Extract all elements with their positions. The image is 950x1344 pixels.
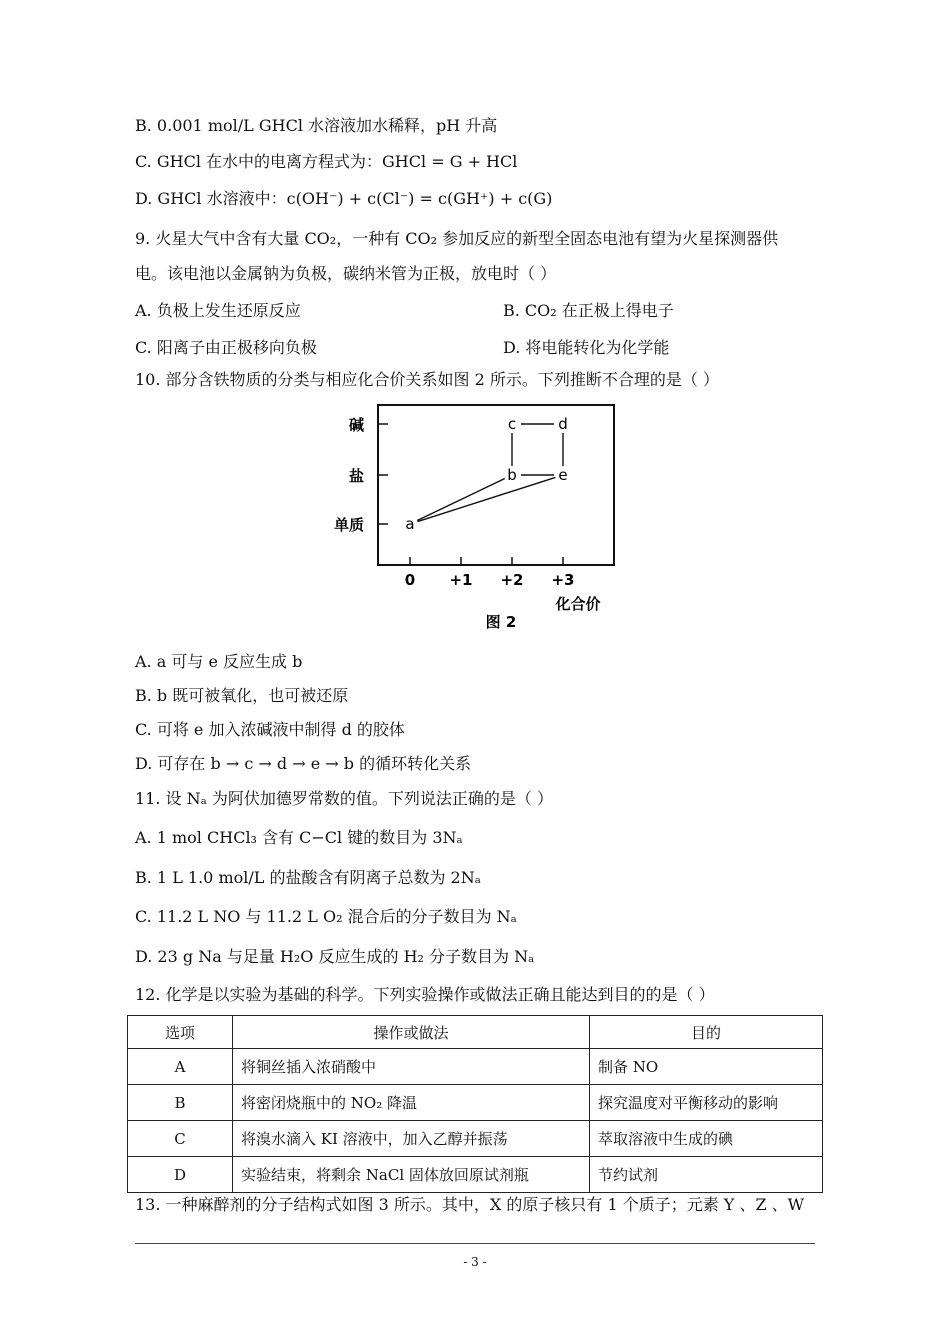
y-category-label: 单质 <box>333 516 364 534</box>
q10-option-d: D. 可存在 b → c → d → e → b 的循环转化关系 <box>135 754 472 773</box>
q11-option-c: C. 11.2 L NO 与 11.2 L O₂ 混合后的分子数目为 Nₐ <box>135 907 517 926</box>
q9-option-b: B. CO₂ 在正极上得电子 <box>503 301 674 320</box>
diagram-connections <box>417 424 563 522</box>
diagram-x-ticks <box>405 557 575 589</box>
table-header-operation: 操作或做法 <box>233 1016 590 1049</box>
connection-a-e <box>418 477 556 521</box>
q12-options-table <box>127 1015 823 1193</box>
x-tick-label: +2 <box>500 571 524 589</box>
table-cell-operation: 将溴水滴入 KI 溶液中，加入乙醇并振荡 <box>233 1121 590 1157</box>
q9-stem-line1: 9. 火星大气中含有大量 CO₂，一种有 CO₂ 参加反应的新型全固态电池有望为火星探测器供 <box>135 229 779 248</box>
q8-option-d-expression: c(OH⁻) + c(Cl⁻) = c(GH⁺) + c(G) <box>286 189 553 208</box>
diagram-border <box>378 405 614 565</box>
table-cell-purpose: 制备 NO <box>590 1049 823 1085</box>
q11-option-a: A. 1 mol CHCl₃ 含有 C−Cl 键的数目为 3Nₐ <box>135 828 463 847</box>
table-cell-operation: 实验结束，将剩余 NaCl 固体放回原试剂瓶 <box>233 1157 590 1193</box>
q9-stem-line2: 电。该电池以金属钠为负极，碳纳米管为正极，放电时（ ） <box>135 264 557 283</box>
table-row <box>128 1121 823 1157</box>
table-cell-option: A <box>128 1049 233 1085</box>
q9-option-a: A. 负极上发生还原反应 <box>135 301 301 320</box>
table-cell-option: B <box>128 1085 233 1121</box>
y-category-label: 盐 <box>348 467 364 485</box>
q8-option-c: C. GHCl 在水中的电离方程式为：GHCl = G + HCl <box>135 152 518 171</box>
diagram-frame <box>378 405 614 565</box>
point-e: e <box>558 466 568 484</box>
table-cell-purpose: 探究温度对平衡移动的影响 <box>590 1085 823 1121</box>
q10-option-b: B. b 既可被氧化，也可被还原 <box>135 686 349 705</box>
x-tick-label: +3 <box>551 571 575 589</box>
table-header-row <box>128 1016 823 1049</box>
x-tick-label: +1 <box>449 571 473 589</box>
q12-stem: 12. 化学是以实验为基础的科学。下列实验操作或做法正确且能达到目的的是（ ） <box>135 985 715 1004</box>
table-row <box>128 1085 823 1121</box>
y-category-label: 碱 <box>348 416 364 434</box>
page-number: - 3 - <box>463 1255 487 1269</box>
table-cell-operation: 将铜丝插入浓硝酸中 <box>233 1049 590 1085</box>
q9-option-c: C. 阳离子由正极移向负极 <box>135 338 317 357</box>
q10-option-c: C. 可将 e 加入浓碱液中制得 d 的胶体 <box>135 720 405 739</box>
diagram-points <box>405 415 567 533</box>
q11-stem: 11. 设 Nₐ 为阿伏加德罗常数的值。下列说法正确的是（ ） <box>135 789 553 808</box>
table-cell-operation: 将密闭烧瓶中的 NO₂ 降温 <box>233 1085 590 1121</box>
q8-option-d <box>135 188 552 210</box>
footer-divider <box>135 1243 815 1244</box>
point-c: c <box>507 415 517 433</box>
q8-option-d-prefix: D. GHCl 水溶液中： <box>135 189 287 208</box>
table-cell-purpose: 萃取溶液中生成的碘 <box>590 1121 823 1157</box>
point-b: b <box>507 466 517 484</box>
table-row <box>128 1157 823 1193</box>
connection-a-b <box>417 478 505 520</box>
x-tick-label: 0 <box>404 571 416 589</box>
q9-option-d: D. 将电能转化为化学能 <box>503 338 670 357</box>
diagram-y-labels <box>334 416 388 534</box>
q10-stem: 10. 部分含铁物质的分类与相应化合价关系如图 2 所示。下列推断不合理的是（ ） <box>135 370 719 389</box>
table-header-purpose: 目的 <box>590 1016 823 1049</box>
q11-option-b: B. 1 L 1.0 mol/L 的盐酸含有阴离子总数为 2Nₐ <box>135 868 481 887</box>
q11-option-d: D. 23 g Na 与足量 H₂O 反应生成的 H₂ 分子数目为 Nₐ <box>135 947 535 966</box>
table-cell-option: D <box>128 1157 233 1193</box>
point-a: a <box>405 515 415 533</box>
diagram-caption: 图 2 <box>485 613 517 631</box>
diagram-x-label: 化合价 <box>555 595 601 613</box>
table-header-option: 选项 <box>128 1016 233 1049</box>
iron-valence-diagram <box>320 395 620 645</box>
q13-stem: 13. 一种麻醉剂的分子结构式如图 3 所示。其中，X 的原子核只有 1 个质子；元素 Y 、Z 、W <box>135 1195 805 1214</box>
q8-option-b: B. 0.001 mol/L GHCl 水溶液加水稀释，pH 升高 <box>135 116 498 135</box>
point-d: d <box>558 415 568 433</box>
table-cell-option: C <box>128 1121 233 1157</box>
table-cell-purpose: 节约试剂 <box>590 1157 823 1193</box>
table-row <box>128 1049 823 1085</box>
q10-option-a: A. a 可与 e 反应生成 b <box>135 652 303 671</box>
